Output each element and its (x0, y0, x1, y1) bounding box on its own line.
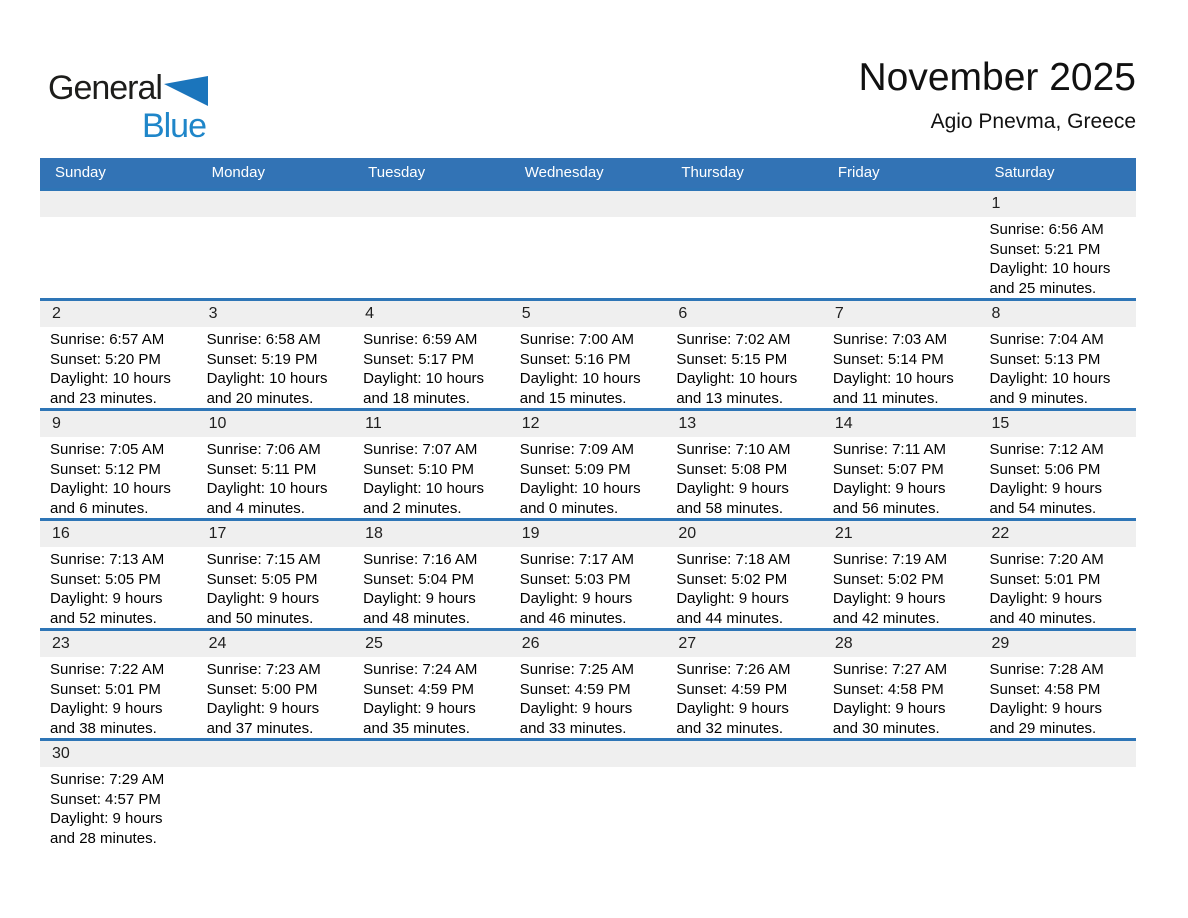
info-band (40, 767, 1136, 848)
date-band (40, 301, 1136, 327)
week-row (40, 408, 1136, 518)
empty-day-cell (353, 217, 510, 298)
sunset-text: Sunset: 5:13 PM (989, 350, 1101, 368)
daylight-text: Daylight: 9 hours (206, 590, 320, 607)
daylight-text: and 9 minutes. (989, 389, 1088, 407)
daylight-text: and 38 minutes. (50, 719, 157, 737)
sunrise-text: Sunrise: 7:23 AM (206, 661, 321, 678)
daylight-text: and 6 minutes. (50, 499, 149, 517)
daylight-text: and 4 minutes. (206, 499, 305, 517)
daylight-text: and 0 minutes. (519, 499, 619, 517)
empty-day-cell (666, 217, 823, 298)
empty-day-cell (197, 767, 354, 848)
sunrise-text: Sunrise: 7:00 AM (519, 331, 634, 348)
empty-day-cell (353, 767, 510, 848)
day-number: 29 (991, 635, 1010, 652)
daylight-text: Daylight: 9 hours (519, 700, 633, 717)
day-number: 3 (208, 305, 218, 322)
sunrise-text: Sunrise: 7:05 AM (50, 441, 165, 458)
day-number: 7 (834, 305, 844, 322)
empty-day-cell (666, 767, 823, 848)
day-details (353, 547, 510, 628)
day-details (197, 547, 354, 628)
day-details (666, 547, 823, 628)
sunset-text: Sunset: 5:17 PM (363, 350, 475, 368)
sunset-text: Sunset: 4:57 PM (50, 790, 161, 808)
empty-day-cell (823, 767, 980, 848)
daylight-text: Daylight: 9 hours (832, 700, 946, 717)
sunrise-text: Sunrise: 6:59 AM (363, 331, 478, 348)
calendar (40, 158, 1136, 848)
weekday-wednesday: Wednesday (524, 164, 604, 181)
daylight-text: Daylight: 9 hours (363, 590, 476, 607)
logo-text-blue: Blue (141, 107, 206, 145)
daylight-text: and 29 minutes. (989, 719, 1097, 737)
week-row (40, 738, 1136, 848)
day-details (823, 327, 980, 408)
day-number: 11 (365, 415, 382, 432)
empty-day-cell (979, 767, 1136, 848)
sunset-text: Sunset: 5:20 PM (50, 350, 161, 368)
daylight-text: and 32 minutes. (676, 719, 784, 737)
sunset-text: Sunset: 4:59 PM (519, 680, 631, 698)
day-number (666, 191, 823, 217)
daylight-text: Daylight: 9 hours (989, 480, 1103, 497)
sunrise-text: Sunrise: 6:56 AM (989, 221, 1104, 238)
weekday-friday: Friday (837, 164, 880, 181)
week-row (40, 188, 1136, 298)
daylight-text: Daylight: 9 hours (206, 700, 320, 717)
sunrise-text: Sunrise: 7:09 AM (519, 441, 634, 458)
day-details (353, 657, 510, 738)
daylight-text: Daylight: 9 hours (363, 700, 476, 717)
day-number: 22 (991, 525, 1010, 542)
weeks-container (40, 188, 1136, 848)
sunset-text: Sunset: 5:08 PM (676, 460, 788, 478)
daylight-text: Daylight: 10 hours (206, 480, 328, 497)
sunset-text: Sunset: 5:09 PM (519, 460, 631, 478)
daylight-text: Daylight: 9 hours (50, 810, 163, 827)
daylight-text: Daylight: 10 hours (50, 370, 171, 387)
date-band (40, 741, 1136, 767)
day-details (197, 327, 354, 408)
daylight-text: and 46 minutes. (519, 609, 627, 627)
sunrise-text: Sunrise: 6:57 AM (50, 331, 165, 348)
weekday-tuesday: Tuesday (368, 164, 426, 181)
sunset-text: Sunset: 5:03 PM (519, 570, 631, 588)
day-number: 27 (678, 635, 697, 652)
day-number (510, 191, 667, 217)
week-row (40, 628, 1136, 738)
day-number (353, 741, 510, 767)
sunset-text: Sunset: 5:05 PM (50, 570, 161, 588)
sunset-text: Sunset: 5:12 PM (50, 460, 161, 478)
day-number (979, 741, 1136, 767)
day-details (353, 437, 510, 518)
title-block (859, 55, 1137, 137)
daylight-text: Daylight: 10 hours (989, 260, 1111, 277)
day-number: 15 (991, 415, 1010, 432)
day-number: 19 (521, 525, 540, 542)
sunset-text: Sunset: 5:19 PM (206, 350, 318, 368)
sunrise-text: Sunrise: 7:29 AM (50, 771, 165, 788)
day-details (510, 657, 667, 738)
day-details (666, 327, 823, 408)
day-number (40, 191, 197, 217)
daylight-text: Daylight: 9 hours (989, 590, 1103, 607)
day-number: 8 (991, 305, 1001, 322)
daylight-text: and 33 minutes. (519, 719, 627, 737)
daylight-text: Daylight: 9 hours (676, 480, 789, 497)
daylight-text: and 48 minutes. (363, 609, 470, 627)
daylight-text: Daylight: 9 hours (676, 590, 789, 607)
daylight-text: Daylight: 10 hours (519, 370, 641, 387)
page-title: November 2025 (858, 56, 1136, 99)
sunset-text: Sunset: 5:05 PM (206, 570, 318, 588)
day-details (40, 437, 197, 518)
sunrise-text: Sunrise: 7:16 AM (363, 551, 478, 568)
day-number: 20 (678, 525, 697, 542)
daylight-text: and 58 minutes. (676, 499, 784, 517)
sunset-text: Sunset: 5:00 PM (206, 680, 318, 698)
daylight-text: and 30 minutes. (832, 719, 940, 737)
day-details (666, 657, 823, 738)
day-details (666, 437, 823, 518)
empty-day-cell (40, 217, 197, 298)
date-band (40, 411, 1136, 437)
day-number: 21 (834, 525, 853, 542)
sunset-text: Sunset: 5:02 PM (676, 570, 788, 588)
day-details (823, 657, 980, 738)
day-number: 4 (365, 305, 375, 322)
daylight-text: Daylight: 10 hours (989, 370, 1111, 387)
daylight-text: and 40 minutes. (989, 609, 1097, 627)
sunset-text: Sunset: 5:02 PM (832, 570, 944, 588)
sunrise-text: Sunrise: 7:07 AM (363, 441, 478, 458)
day-details (40, 767, 197, 848)
daylight-text: Daylight: 9 hours (519, 590, 633, 607)
day-number (510, 741, 667, 767)
sunrise-text: Sunrise: 7:24 AM (363, 661, 478, 678)
day-details (823, 437, 980, 518)
sunset-text: Sunset: 5:14 PM (832, 350, 944, 368)
sunset-text: Sunset: 5:15 PM (676, 350, 788, 368)
date-band (40, 521, 1136, 547)
daylight-text: and 56 minutes. (832, 499, 940, 517)
sunset-text: Sunset: 4:58 PM (989, 680, 1101, 698)
sunrise-text: Sunrise: 7:27 AM (832, 661, 948, 678)
daylight-text: and 18 minutes. (363, 389, 470, 407)
day-details (40, 657, 197, 738)
day-number (823, 191, 980, 217)
daylight-text: and 50 minutes. (206, 609, 314, 627)
week-row (40, 298, 1136, 408)
sunrise-text: Sunrise: 7:17 AM (519, 551, 634, 568)
day-details (40, 547, 197, 628)
day-details (353, 327, 510, 408)
daylight-text: and 37 minutes. (206, 719, 314, 737)
day-number: 17 (208, 525, 227, 542)
day-number: 14 (834, 415, 853, 432)
info-band (40, 657, 1136, 738)
sunrise-text: Sunrise: 7:20 AM (989, 551, 1104, 568)
sunset-text: Sunset: 5:01 PM (50, 680, 161, 698)
day-number (666, 741, 823, 767)
daylight-text: Daylight: 9 hours (832, 590, 946, 607)
day-number: 18 (365, 525, 383, 542)
daylight-text: Daylight: 10 hours (519, 480, 641, 497)
daylight-text: Daylight: 10 hours (50, 480, 171, 497)
day-number: 13 (678, 415, 697, 432)
sunrise-text: Sunrise: 7:06 AM (206, 441, 321, 458)
sunrise-text: Sunrise: 7:25 AM (519, 661, 634, 678)
daylight-text: and 28 minutes. (50, 829, 157, 847)
empty-day-cell (823, 217, 980, 298)
day-details (979, 437, 1136, 518)
sunrise-text: Sunrise: 7:22 AM (50, 661, 165, 678)
sunset-text: Sunset: 5:11 PM (206, 460, 317, 478)
daylight-text: and 42 minutes. (832, 609, 940, 627)
day-details (510, 437, 667, 518)
sunset-text: Sunset: 4:58 PM (832, 680, 944, 698)
weekday-thursday: Thursday (681, 164, 744, 181)
day-number: 26 (521, 635, 540, 652)
daylight-text: and 54 minutes. (989, 499, 1097, 517)
weekday-saturday: Saturday (994, 164, 1055, 181)
sunset-text: Sunset: 5:01 PM (989, 570, 1101, 588)
daylight-text: Daylight: 10 hours (676, 370, 798, 387)
daylight-text: Daylight: 10 hours (363, 370, 485, 387)
day-details (979, 217, 1136, 298)
empty-day-cell (510, 767, 667, 848)
date-band (40, 631, 1136, 657)
day-number: 30 (52, 745, 70, 762)
info-band (40, 547, 1136, 628)
daylight-text: Daylight: 9 hours (676, 700, 789, 717)
sunset-text: Sunset: 5:04 PM (363, 570, 475, 588)
day-details (510, 327, 667, 408)
daylight-text: Daylight: 10 hours (363, 480, 485, 497)
empty-day-cell (197, 217, 354, 298)
day-details (40, 327, 197, 408)
day-details (823, 547, 980, 628)
day-details (979, 327, 1136, 408)
sunrise-text: Sunrise: 7:13 AM (50, 551, 165, 568)
empty-day-cell (510, 217, 667, 298)
daylight-text: Daylight: 9 hours (832, 480, 946, 497)
sunset-text: Sunset: 5:06 PM (989, 460, 1101, 478)
daylight-text: and 35 minutes. (363, 719, 470, 737)
general-blue-logo (48, 69, 208, 145)
weekday-sunday: Sunday (55, 164, 106, 181)
day-details (197, 657, 354, 738)
sunrise-text: Sunrise: 7:02 AM (676, 331, 791, 348)
sunset-text: Sunset: 5:10 PM (363, 460, 475, 478)
day-number: 2 (52, 305, 61, 322)
day-number: 25 (365, 635, 383, 652)
day-number: 23 (52, 635, 70, 652)
daylight-text: and 52 minutes. (50, 609, 157, 627)
sunrise-text: Sunrise: 6:58 AM (206, 331, 321, 348)
sunset-text: Sunset: 5:16 PM (519, 350, 631, 368)
daylight-text: and 2 minutes. (363, 499, 462, 517)
day-number: 1 (991, 195, 1001, 212)
logo-text-general: General (48, 69, 162, 107)
sunrise-text: Sunrise: 7:12 AM (989, 441, 1104, 458)
day-details (510, 547, 667, 628)
sunrise-text: Sunrise: 7:15 AM (206, 551, 321, 568)
info-band (40, 437, 1136, 518)
day-number: 28 (834, 635, 853, 652)
week-row (40, 518, 1136, 628)
info-band (40, 217, 1136, 298)
daylight-text: Daylight: 9 hours (989, 700, 1103, 717)
daylight-text: and 15 minutes. (519, 389, 627, 407)
sunset-text: Sunset: 4:59 PM (363, 680, 475, 698)
sunrise-text: Sunrise: 7:04 AM (989, 331, 1104, 348)
sunrise-text: Sunrise: 7:10 AM (676, 441, 791, 458)
weekday-header-row (40, 158, 1136, 188)
day-number: 9 (52, 415, 61, 432)
sunset-text: Sunset: 5:21 PM (989, 240, 1101, 258)
daylight-text: Daylight: 9 hours (50, 700, 163, 717)
sunrise-text: Sunrise: 7:03 AM (832, 331, 948, 348)
sunrise-text: Sunrise: 7:28 AM (989, 661, 1104, 678)
day-number: 10 (208, 415, 227, 432)
day-details (979, 547, 1136, 628)
daylight-text: and 23 minutes. (50, 389, 157, 407)
day-number: 6 (678, 305, 688, 322)
day-number: 12 (521, 415, 540, 432)
sunrise-text: Sunrise: 7:11 AM (832, 441, 947, 458)
day-number (823, 741, 980, 767)
day-number (353, 191, 510, 217)
day-number (197, 741, 354, 767)
daylight-text: and 20 minutes. (206, 389, 314, 407)
daylight-text: Daylight: 10 hours (206, 370, 328, 387)
daylight-text: Daylight: 10 hours (832, 370, 954, 387)
day-number: 5 (521, 305, 531, 322)
daylight-text: and 11 minutes. (832, 389, 939, 407)
info-band (40, 327, 1136, 408)
sunrise-text: Sunrise: 7:26 AM (676, 661, 791, 678)
day-number: 16 (52, 525, 70, 542)
day-number: 24 (208, 635, 227, 652)
sunrise-text: Sunrise: 7:18 AM (676, 551, 791, 568)
day-details (197, 437, 354, 518)
day-number (197, 191, 354, 217)
page-subtitle: Agio Pnevma, Greece (930, 110, 1136, 133)
daylight-text: Daylight: 9 hours (50, 590, 163, 607)
date-band (40, 191, 1136, 217)
daylight-text: and 44 minutes. (676, 609, 784, 627)
sunrise-text: Sunrise: 7:19 AM (832, 551, 948, 568)
daylight-text: and 13 minutes. (676, 389, 784, 407)
weekday-monday: Monday (211, 164, 265, 181)
sunset-text: Sunset: 4:59 PM (676, 680, 788, 698)
daylight-text: and 25 minutes. (989, 279, 1097, 297)
sunset-text: Sunset: 5:07 PM (832, 460, 944, 478)
day-details (979, 657, 1136, 738)
